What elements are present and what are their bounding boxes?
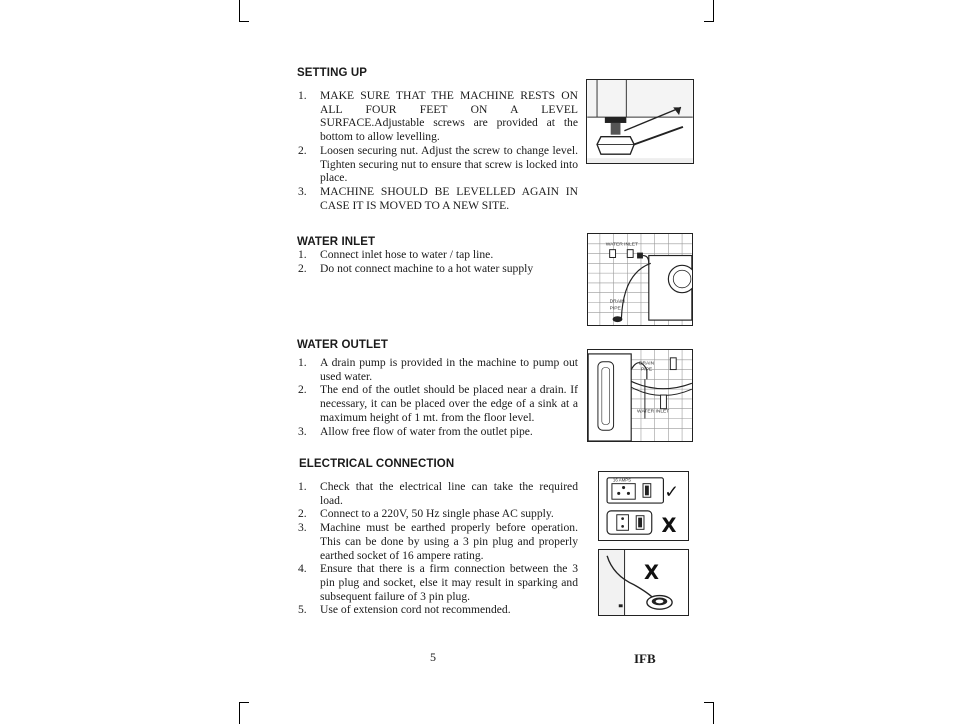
list-item: 1. Check that the electrical line can take the required load.: [298, 480, 578, 507]
crop-mark-top-left-h: [239, 21, 249, 22]
water-inlet-figure-label: WATER INLET: [605, 242, 638, 248]
setting-up-list: [298, 89, 578, 212]
cross-mark-icon: X: [661, 514, 677, 538]
crop-mark-bottom-right-h: [704, 702, 714, 703]
water-inlet-figure-label: WATER INLET: [637, 409, 670, 415]
amp-rating-label: 16 AMPS: [612, 477, 632, 483]
socket-plug-illustration: [598, 471, 689, 541]
leveling-feet-illustration: [586, 79, 694, 164]
water-outlet-list: [298, 356, 578, 438]
water-outlet-title: WATER OUTLET: [297, 339, 389, 351]
setting-up-title: SETTING UP: [297, 67, 368, 79]
electrical-connection-title: ELECTRICAL CONNECTION: [299, 458, 455, 470]
list-item: 1. MAKE SURE THAT THE MACHINE RESTS ON ALL FOUR FEET ON A LEVEL SURFACE.Adjustable screws are provided at the bottom to allow levelling.: [298, 89, 578, 144]
power-socket-icon: [599, 472, 688, 540]
list-item: 3. Machine must be earthed properly before operation. This can be done by using a 3 pin plug and properly earthed socket of 16 ampere rating.: [298, 521, 578, 562]
extension-cord-icon: [599, 550, 688, 615]
leveling-screw-icon: [587, 80, 693, 163]
list-item: 3. Allow free flow of water from the outlet pipe.: [298, 424, 533, 438]
crop-mark-top-left-v: [239, 0, 240, 22]
list-item: 2. Do not connect machine to a hot water supply: [298, 261, 534, 275]
list-item: 2. Loosen securing nut. Adjust the screw to change level. Tighten securing nut to ensure that screw is locked into place.: [298, 143, 578, 185]
water-inlet-illustration: [587, 233, 693, 326]
water-inlet-hose-icon: [588, 234, 692, 325]
drain-figure-label: DRAIN: [639, 361, 655, 367]
pipe-figure-label: PIPE: [609, 306, 621, 312]
list-item: 2. Connect to a 220V, 50 Hz single phase AC supply.: [298, 507, 554, 521]
list-item: 4. Ensure that there is a firm connection between the 3 pin plug and socket, else it may result in sparking and subsequent failure of 3 pin plug.: [298, 562, 578, 603]
list-item: 1. A drain pump is provided in the machine to pump out used water.: [298, 356, 578, 383]
drain-pipe-icon: [588, 350, 692, 441]
crop-mark-bottom-left-h: [239, 702, 249, 703]
cross-mark-icon: X: [643, 561, 659, 585]
water-inlet-title: WATER INLET: [297, 236, 376, 248]
ifb-logo: IFB: [634, 651, 656, 666]
drain-figure-label: DRAIN: [609, 299, 625, 305]
water-inlet-list: [298, 248, 578, 275]
list-item: 5. Use of extension cord not recommended.: [298, 603, 511, 617]
electrical-list: [298, 480, 578, 617]
list-item: 2. The end of the outlet should be placed near a drain. If necessary, it can be placed over the edge of a sink at a maximum height of 1 mt. from the floor level.: [298, 383, 578, 424]
checkmark-icon: ✓: [664, 482, 680, 503]
list-item: 1. Connect inlet hose to water / tap line.: [298, 248, 494, 261]
pipe-figure-label: PIPE: [640, 367, 653, 373]
crop-mark-bottom-right-v: [713, 702, 714, 724]
crop-mark-top-right-h: [704, 21, 714, 22]
water-outlet-illustration: [587, 349, 693, 442]
crop-mark-top-right-v: [713, 0, 714, 22]
crop-mark-bottom-left-v: [239, 702, 240, 724]
list-item: 3. MACHINE SHOULD BE LEVELLED AGAIN IN CASE IT IS MOVED TO A NEW SITE.: [298, 184, 578, 212]
extension-cord-illustration: [598, 549, 689, 616]
page-number: 5: [430, 650, 436, 664]
